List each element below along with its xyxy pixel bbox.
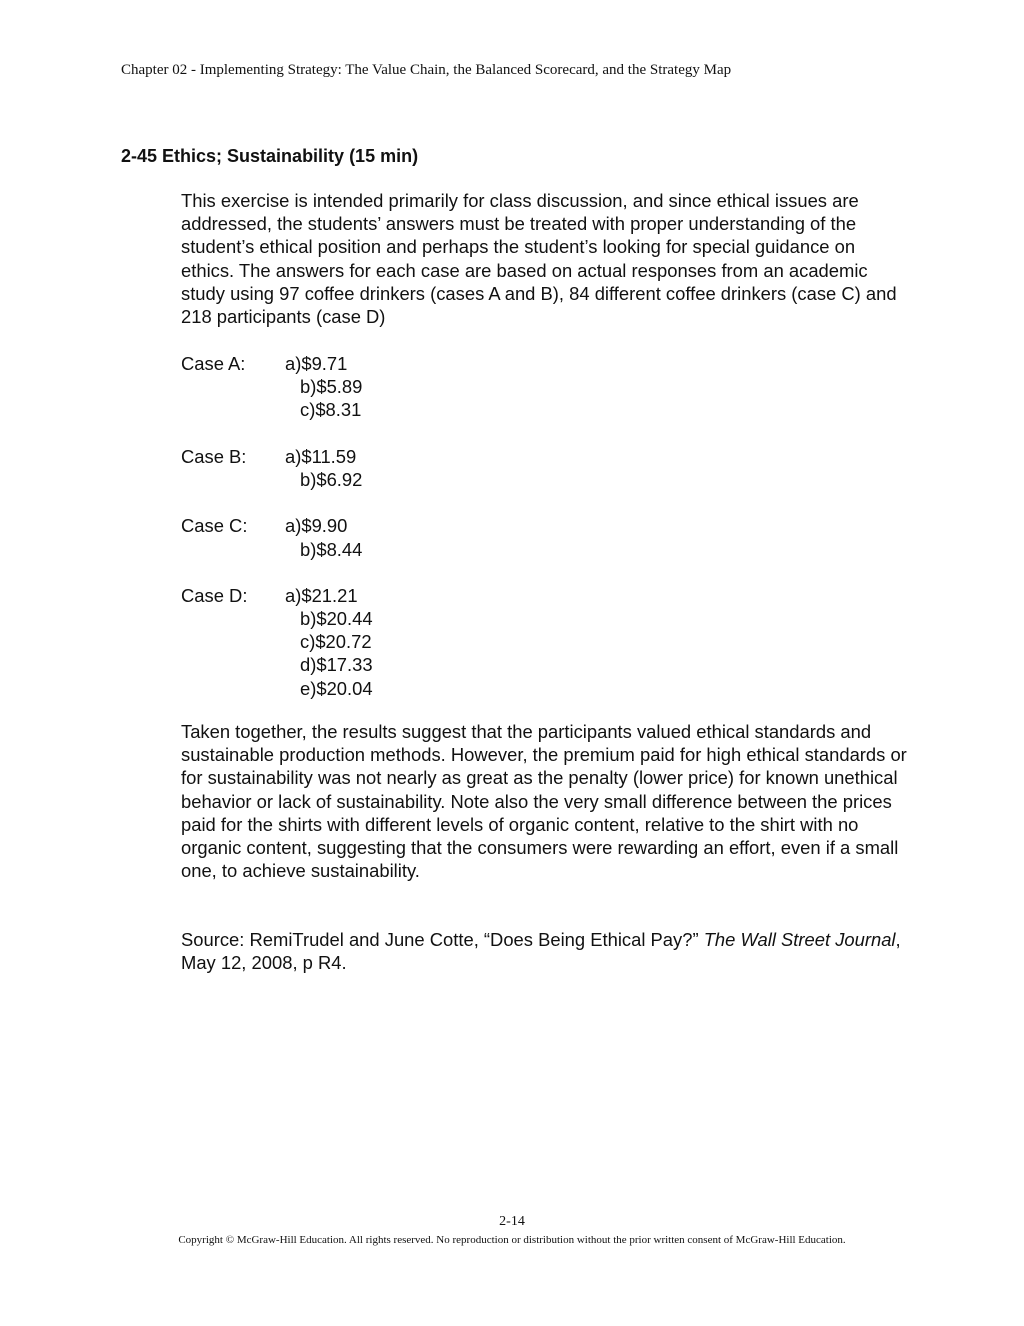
copyright-notice: Copyright © McGraw-Hill Education. All rights reserved. No reproduction or distribution without the prior written consent of McGraw-Hill Education. (178, 1234, 846, 1246)
case-answer: c)$8.31 (300, 399, 362, 421)
case-label: Case B: (181, 445, 247, 467)
case-c (181, 514, 911, 560)
case-label: Case A: (181, 353, 246, 374)
page-number: 2-14 (499, 1214, 525, 1229)
case-answer: b)$6.92 (300, 468, 363, 490)
case-answer: c)$20.72 (300, 631, 372, 653)
source-journal: The Wall Street Journal (703, 929, 896, 950)
case-answer: b)$8.44 (300, 538, 363, 560)
source-prefix: Source: RemiTrudel and June Cotte, “Does Being Ethical Pay?” (181, 929, 704, 950)
section-title: 2-45 Ethics; Sustainability (15 min) (121, 146, 419, 166)
case-label: Case C: (181, 515, 248, 537)
case-label: Case D: (181, 584, 248, 606)
case-answer: a)$11.59 (285, 445, 357, 467)
case-b (181, 445, 911, 491)
case-answer: b)$5.89 (300, 376, 363, 398)
source-citation (181, 928, 911, 974)
case-answer: b)$20.44 (300, 608, 373, 630)
case-list (181, 352, 911, 723)
case-d (181, 584, 911, 700)
intro-paragraph: This exercise is intended primarily for class discussion, and since ethical issues are addressed, the students’ answers must be treated with proper understanding of the student’s ethical position and perhaps the student’s looking for special guidance on ethics. The answers for each case are based on actual responses from an academic study using 97 coffee drinkers (cases A and B), 84 different coffee drinkers (case C) and 218 participants (case D) (181, 190, 897, 328)
source-suffix: , May 12, 2008, p R4. (181, 929, 901, 974)
conclusion-paragraph: Taken together, the results suggest that the participants valued ethical standards and sustainable production methods. However, the premium paid for high ethical standards or for sustainability was not nearly as great as the penalty (lower price) for known unethical behavior or lack of sustainability. Note also the very small difference between the prices paid for the shirts with different levels of organic content, relative to the shirt with no organic content, suggesting that the consumers were rewarding an effort, even if a small one, to achieve sustainability. (181, 721, 907, 882)
running-header: Chapter 02 - Implementing Strategy: The Value Chain, the Balanced Scorecard, and the Strategy Map (121, 62, 732, 78)
case-answer: a)$21.21 (285, 584, 358, 606)
case-answer: a)$9.90 (285, 515, 348, 537)
case-answer: d)$17.33 (300, 654, 373, 676)
case-a (181, 352, 911, 422)
case-answer: a)$9.71 (285, 353, 348, 374)
case-answer: e)$20.04 (300, 677, 373, 699)
